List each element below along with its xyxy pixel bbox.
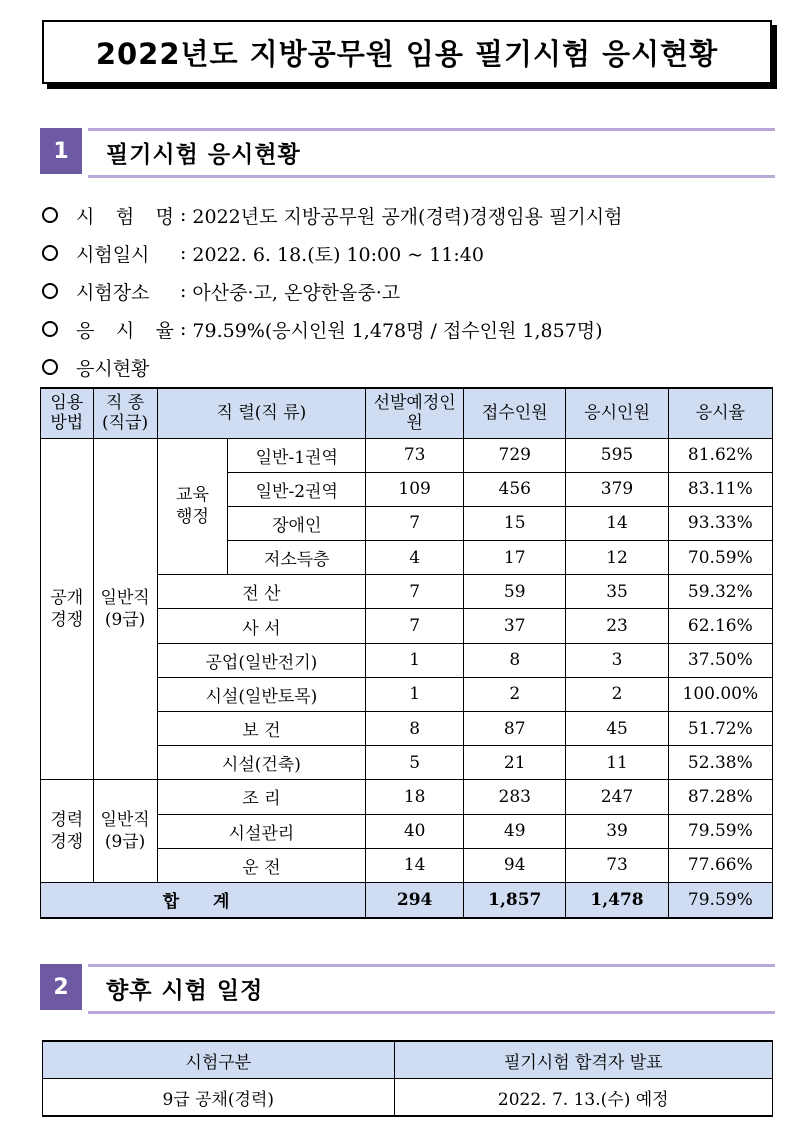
applied-cell: 456: [464, 472, 566, 506]
edu-admin-cell: 교육 행정: [157, 438, 228, 575]
info-value: 아산중·고, 온양한올중·고: [192, 281, 401, 304]
header-planned: 선발예정인원: [366, 388, 464, 438]
schedule-table: [42, 1040, 773, 1117]
rate-cell: 52.38%: [668, 746, 772, 780]
taken-cell: 11: [566, 746, 668, 780]
series-name: 운 전: [157, 848, 366, 882]
applied-cell: 94: [464, 848, 566, 882]
applied-cell: 17: [464, 541, 566, 575]
info-value: 2022년도 지방공무원 공개(경력)경쟁임용 필기시험: [192, 205, 623, 228]
total-planned: 294: [366, 882, 464, 918]
table-row: [41, 438, 773, 472]
series-name: 시설(건축): [157, 746, 366, 780]
info-label: 응 시 율: [76, 319, 174, 342]
planned-cell: 7: [366, 575, 464, 609]
section-1-header: [40, 128, 775, 178]
rate-cell: 37.50%: [668, 643, 772, 677]
circle-bullet-icon: [42, 207, 58, 223]
rate-cell: 79.59%: [668, 814, 772, 848]
series-name: 일반-2권역: [228, 472, 366, 506]
status-label: 응시현황: [76, 357, 150, 380]
series-name: 사 서: [157, 609, 366, 643]
planned-cell: 14: [366, 848, 464, 882]
attendance-table: [40, 387, 773, 919]
series-name: 저소득층: [228, 541, 366, 575]
exam-info-list: [40, 196, 780, 386]
table-header-row: [41, 388, 773, 438]
taken-cell: 35: [566, 575, 668, 609]
info-row-attendance-rate: 응 시 율 : 79.59%(응시인원 1,478명 / 접수인원 1,857명): [40, 310, 780, 348]
info-label: 시 험 명: [76, 205, 174, 228]
applied-cell: 49: [464, 814, 566, 848]
section-2-number: 2: [40, 964, 82, 1010]
open-method-cell: 공개 경쟁: [41, 438, 94, 780]
planned-cell: 109: [366, 472, 464, 506]
rate-cell: 77.66%: [668, 848, 772, 882]
circle-bullet-icon: [42, 359, 58, 375]
schedule-row: [43, 1079, 773, 1117]
info-row-exam-name: 시 험 명 : 2022년도 지방공무원 공개(경력)경쟁임용 필기시험: [40, 196, 780, 234]
schedule-category: 9급 공채(경력): [43, 1079, 395, 1117]
total-label: 합 계: [41, 882, 366, 918]
series-name: 조 리: [157, 780, 366, 814]
section-1-title: 필기시험 응시현황: [106, 142, 301, 168]
section-1-number: 1: [40, 128, 82, 174]
header-method: 임용 방법: [41, 388, 94, 438]
info-row-exam-date: 시험일시 : 2022. 6. 18.(토) 10:00 ~ 11:40: [40, 234, 780, 272]
series-name: 공업(일반전기): [157, 643, 366, 677]
rate-cell: 100.00%: [668, 677, 772, 711]
planned-cell: 7: [366, 609, 464, 643]
total-taken: 1,478: [566, 882, 668, 918]
applied-cell: 37: [464, 609, 566, 643]
series-name: 보 건: [157, 712, 366, 746]
section-2-line-top: [88, 964, 775, 967]
header-applied: 접수인원: [464, 388, 566, 438]
rate-cell: 93.33%: [668, 506, 772, 540]
info-value: 2022. 6. 18.(토) 10:00 ~ 11:40: [192, 243, 484, 266]
rate-cell: 70.59%: [668, 541, 772, 575]
rate-cell: 62.16%: [668, 609, 772, 643]
career-rank-cell: 일반직 (9급): [93, 780, 157, 883]
rate-cell: 59.32%: [668, 575, 772, 609]
schedule-date: 2022. 7. 13.(수) 예정: [394, 1079, 773, 1117]
schedule-header-row: [43, 1041, 773, 1079]
applied-cell: 283: [464, 780, 566, 814]
info-row-exam-place: 시험장소 : 아산중·고, 온양한올중·고: [40, 272, 780, 310]
section-2-line-bottom: [88, 1011, 775, 1014]
applied-cell: 87: [464, 712, 566, 746]
career-method-cell: 경력 경쟁: [41, 780, 94, 883]
taken-cell: 12: [566, 541, 668, 575]
total-row: [41, 882, 773, 918]
open-rank-cell: 일반직 (9급): [93, 438, 157, 780]
page-title: 2022년도 지방공무원 임용 필기시험 응시현황: [95, 36, 719, 71]
schedule-header-announce: 필기시험 합격자 발표: [394, 1041, 773, 1079]
applied-cell: 21: [464, 746, 566, 780]
info-row-status: [40, 348, 780, 386]
schedule-header-category: 시험구분: [43, 1041, 395, 1079]
applied-cell: 729: [464, 438, 566, 472]
planned-cell: 7: [366, 506, 464, 540]
applied-cell: 59: [464, 575, 566, 609]
info-label: 시험일시: [76, 243, 150, 266]
circle-bullet-icon: [42, 283, 58, 299]
taken-cell: 23: [566, 609, 668, 643]
taken-cell: 595: [566, 438, 668, 472]
planned-cell: 8: [366, 712, 464, 746]
header-rank: 직 종 (직급): [93, 388, 157, 438]
taken-cell: 3: [566, 643, 668, 677]
planned-cell: 1: [366, 677, 464, 711]
planned-cell: 4: [366, 541, 464, 575]
circle-bullet-icon: [42, 321, 58, 337]
planned-cell: 40: [366, 814, 464, 848]
info-value: 79.59%(응시인원 1,478명 / 접수인원 1,857명): [192, 319, 603, 342]
taken-cell: 73: [566, 848, 668, 882]
header-rate: 응시율: [668, 388, 772, 438]
info-label: 시험장소: [76, 281, 150, 304]
applied-cell: 15: [464, 506, 566, 540]
total-rate: 79.59%: [668, 882, 772, 918]
title-box: [42, 20, 772, 84]
taken-cell: 379: [566, 472, 668, 506]
taken-cell: 14: [566, 506, 668, 540]
section-2-title: 향후 시험 일정: [106, 978, 264, 1004]
series-name: 전 산: [157, 575, 366, 609]
header-taken: 응시인원: [566, 388, 668, 438]
rate-cell: 81.62%: [668, 438, 772, 472]
planned-cell: 1: [366, 643, 464, 677]
applied-cell: 2: [464, 677, 566, 711]
taken-cell: 247: [566, 780, 668, 814]
series-name: 일반-1권역: [228, 438, 366, 472]
series-name: 시설(일반토목): [157, 677, 366, 711]
taken-cell: 2: [566, 677, 668, 711]
planned-cell: 5: [366, 746, 464, 780]
series-name: 장애인: [228, 506, 366, 540]
series-name: 시설관리: [157, 814, 366, 848]
section-2-header: [40, 964, 775, 1014]
section-1-line-bottom: [88, 175, 775, 178]
header-series: 직 렬(직 류): [157, 388, 366, 438]
planned-cell: 73: [366, 438, 464, 472]
circle-bullet-icon: [42, 245, 58, 261]
applied-cell: 8: [464, 643, 566, 677]
total-applied: 1,857: [464, 882, 566, 918]
rate-cell: 51.72%: [668, 712, 772, 746]
taken-cell: 39: [566, 814, 668, 848]
taken-cell: 45: [566, 712, 668, 746]
rate-cell: 87.28%: [668, 780, 772, 814]
rate-cell: 83.11%: [668, 472, 772, 506]
planned-cell: 18: [366, 780, 464, 814]
table-row: [41, 780, 773, 814]
section-1-line-top: [88, 128, 775, 131]
